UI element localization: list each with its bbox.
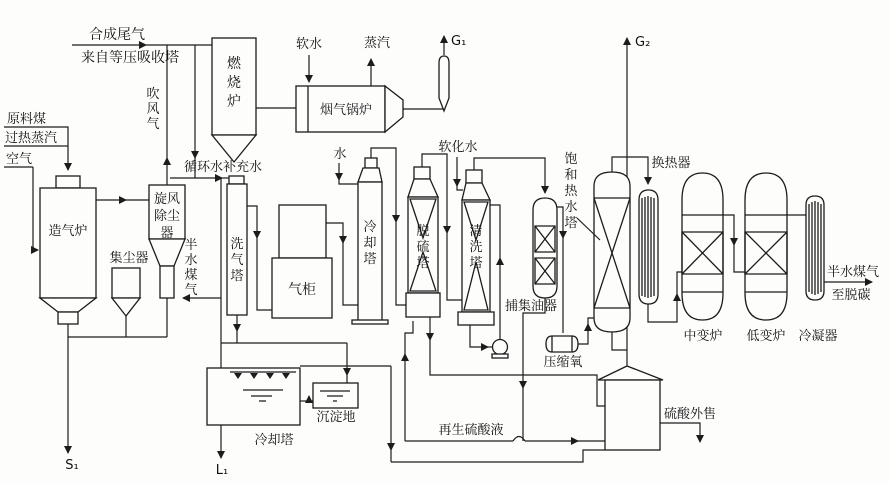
label-s1: S₁ bbox=[65, 458, 79, 473]
mt-shift-converter-vessel bbox=[682, 173, 723, 320]
label-steam: 蒸汽 bbox=[363, 36, 391, 51]
condenser-vessel bbox=[806, 196, 824, 300]
label-semi-water-gas-out: 半水煤气 bbox=[826, 265, 880, 280]
g1-stack-nozzle bbox=[439, 56, 449, 111]
circulation-pump bbox=[492, 340, 508, 359]
label-semi-water-gas-left: 半水煤气 bbox=[184, 238, 198, 298]
label-sulfuric-acid-for-sale: 硫酸外售 bbox=[664, 407, 717, 422]
label-lt-shift-converter: 低变炉 bbox=[746, 329, 786, 344]
label-regenerated-acid-liquor: 再生硫酸液 bbox=[438, 423, 504, 438]
saturated-hot-water-tower-vessel bbox=[594, 172, 630, 332]
label-gas-holder: 气柜 bbox=[288, 282, 316, 298]
label-synthesis-tail-gas: 合成尾气 bbox=[89, 27, 145, 43]
label-oil-trap: 捕集油器 bbox=[504, 299, 558, 314]
sulfuric-acid-tank bbox=[598, 366, 663, 450]
label-raw-coal: 原料煤 bbox=[7, 112, 47, 127]
heat-exchanger-vessel bbox=[639, 190, 658, 304]
label-desulfurization-tower: 脱硫塔 bbox=[416, 224, 430, 271]
label-compressed-oxygen: 压缩氧 bbox=[543, 355, 583, 370]
label-dust-collector: 集尘器 bbox=[109, 251, 149, 266]
label-to-decarbonization: 至脱碳 bbox=[831, 288, 871, 303]
label-cyclone-deduster: 旋风除尘器 bbox=[153, 192, 181, 241]
label-combustion-furnace: 燃烧炉 bbox=[227, 56, 241, 110]
gas-holder-vessel bbox=[272, 205, 332, 318]
label-washing-tower: 洗气塔 bbox=[230, 237, 244, 284]
cooling-tower-box-vessel bbox=[207, 368, 300, 425]
sedimentation-pond-vessel bbox=[313, 383, 358, 408]
compressed-oxygen-capsule bbox=[546, 336, 578, 352]
label-saturated-hot-water-tower: 饱和热水塔 bbox=[564, 152, 578, 231]
label-cooling-tower-box: 冷却塔 bbox=[254, 433, 294, 448]
lt-shift-converter-vessel bbox=[745, 173, 787, 320]
label-l1: L₁ bbox=[215, 463, 229, 478]
label-g1: G₁ bbox=[451, 34, 467, 49]
label-circulating-makeup-water: 循环水补充水 bbox=[183, 160, 263, 175]
label-soft-water: 软水 bbox=[295, 37, 323, 52]
dust-collector-vessel bbox=[112, 268, 140, 316]
label-condenser: 冷凝器 bbox=[798, 329, 838, 344]
gas-generator-vessel bbox=[40, 176, 96, 324]
label-gas-generator: 造气炉 bbox=[48, 224, 88, 239]
label-heat-exchanger: 换热器 bbox=[651, 156, 691, 171]
label-air: 空气 bbox=[6, 152, 33, 167]
label-mt-shift-converter: 中变炉 bbox=[683, 329, 723, 344]
label-cleaning-tower: 清洗塔 bbox=[469, 224, 483, 271]
label-flue-gas-boiler: 烟气锅炉 bbox=[319, 103, 373, 118]
oil-trap-vessel bbox=[533, 198, 557, 298]
label-blow-gas: 吹风气 bbox=[146, 87, 160, 132]
label-water: 水 bbox=[333, 147, 347, 162]
label-softened-water: 软化水 bbox=[438, 140, 478, 155]
label-cooling-tower-column: 冷却塔 bbox=[363, 220, 377, 267]
label-g2: G₂ bbox=[635, 35, 651, 50]
label-from-isobaric-absorber: 来自等压吸收塔 bbox=[81, 50, 179, 66]
flue-gas-boiler-vessel bbox=[296, 56, 449, 132]
label-sedimentation-pond: 沉淀地 bbox=[316, 410, 356, 425]
label-superheated-steam: 过热蒸汽 bbox=[5, 131, 58, 146]
